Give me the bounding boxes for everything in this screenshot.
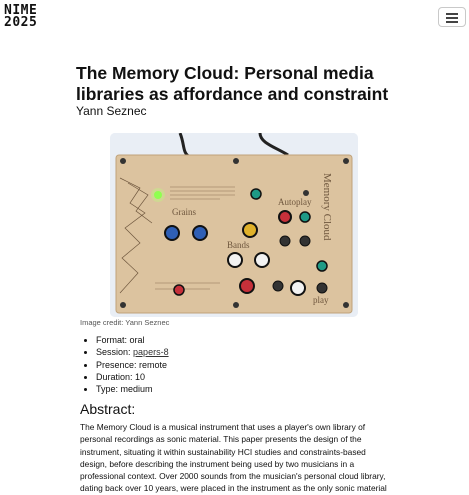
image-credit: Image credit: Yann Seznec (80, 318, 170, 327)
abstract-heading: Abstract: (80, 401, 136, 417)
menu-button[interactable] (438, 7, 466, 27)
meta-presence: • Presence: remote (96, 359, 169, 371)
photo-label-grains: Grains (172, 207, 196, 217)
photo-label-play: play (313, 295, 329, 305)
photo-label-bands: Bands (227, 240, 250, 250)
meta-type: • Type: medium (96, 383, 169, 395)
paper-metadata (80, 334, 169, 395)
meta-format: • Format: oral (96, 334, 169, 346)
nime-logo[interactable] (4, 5, 37, 29)
hamburger-icon (446, 13, 458, 15)
meta-duration: • Duration: 10 (96, 371, 169, 383)
author-name: Yann Seznec (76, 104, 147, 118)
photo-label-autoplay: Autoplay (278, 197, 312, 207)
session-link[interactable]: papers-8 (133, 347, 169, 358)
photo-label-brand: Memory Cloud (321, 173, 333, 241)
logo-line-1: NIME (4, 3, 38, 18)
instrument-illustration (110, 133, 358, 317)
meta-session: • Session: papers-8 (96, 346, 169, 358)
logo-line-2: 2025 (4, 15, 38, 30)
instrument-photo (110, 133, 358, 317)
page-title: The Memory Cloud: Personal media libraries as affordance and constraint (76, 63, 389, 104)
abstract-text: The Memory Cloud is a musical instrument that uses a player's own library of personal recordings as sonic material. This paper presents the design of the instrument, situating it within sustainability HCI studies and constraints-based design, before describing the instrument being used by two musicians in a professional context. Over 2000 sounds from the musician's personal cloud library, dating back over 10 years, were placed in the instrument as the only sonic material (80, 422, 387, 494)
